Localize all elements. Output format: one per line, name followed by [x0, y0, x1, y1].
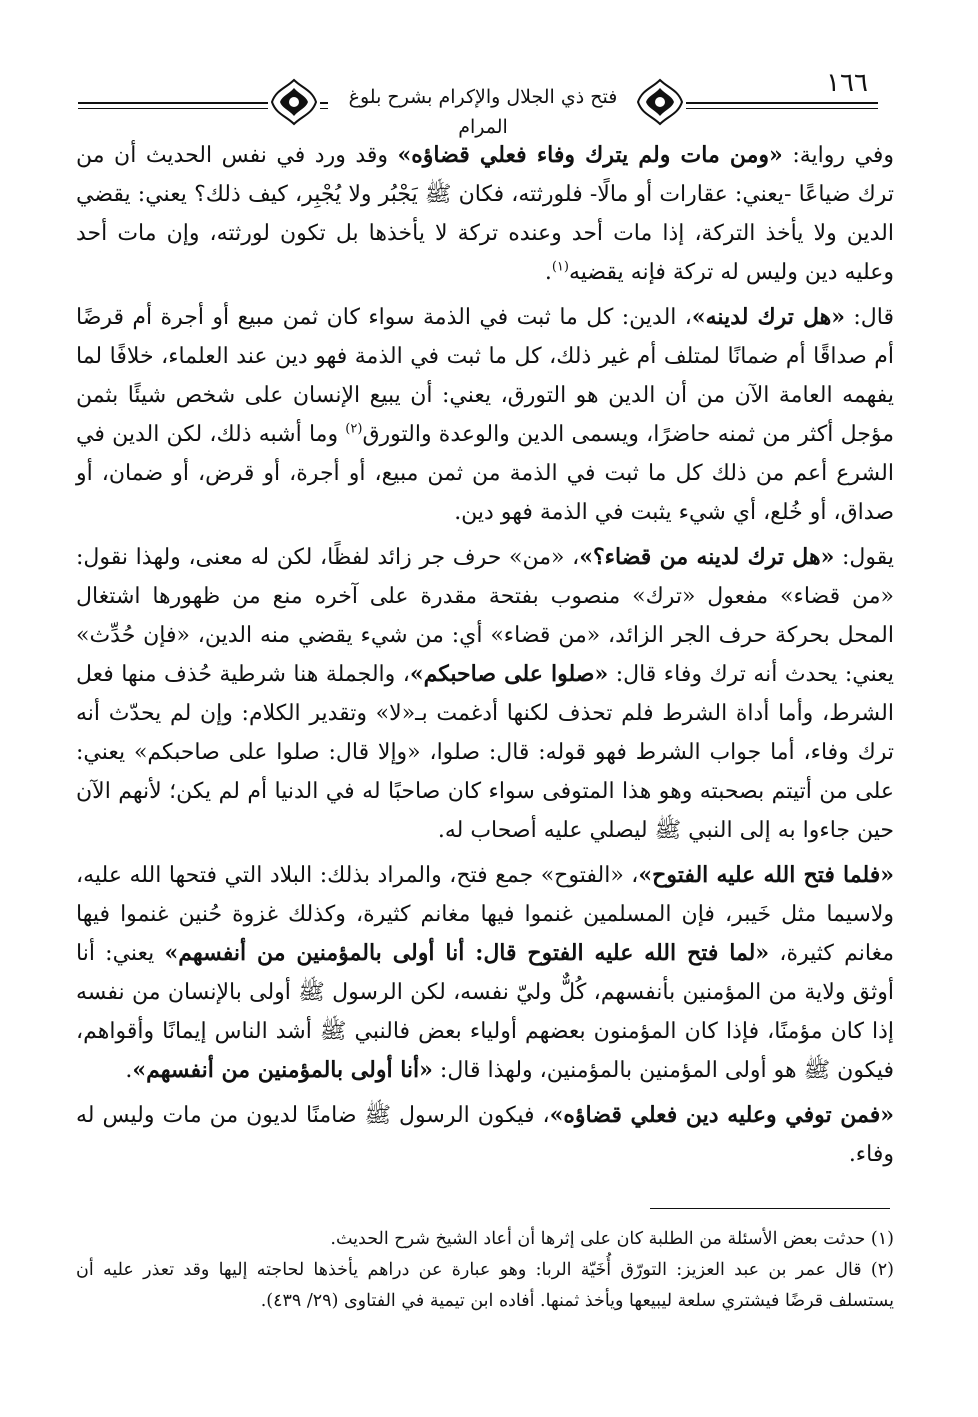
text-run: ، والجملة هنا شرطية حُذف منها فعل الشرط، وأما أداة الشرط فلم تحذف لكنها أدغمت بـ«لا» وتقدير الكلام: وإن لم يحدّث أنه ترك وفاء، أما جواب الشرط فهو قوله: قال: صلوا، «وإلا قال: صلوا على صاحبكم» يعني: على من أتيتم بصحبته وهو هذا المتوفى سواء كان صاحبًا له في الدنيا أم لم يكن؛ لأنهم الآن حين جاءوا به إلى النبي ﷺ ليصلي عليه أصحاب له.: [76, 662, 894, 843]
page-number: ١٦٦: [822, 68, 872, 98]
hadith-quote: «فلما فتح الله عليه الفتوح»: [638, 862, 894, 888]
text-run: ، «الفتوح» جمع فتح، والمراد بذلك: البلاد التي فتحها الله عليه، ولاسيما مثل خَيبر، فإن المسلمين غنموا فيها مغانم كثيرة، وكذلك غزوة حُنين غنموا فيها مغانم كثيرة،: [76, 863, 894, 966]
ornament-right-icon: [634, 76, 686, 128]
footnote-separator: [650, 1208, 890, 1209]
text-run: .: [125, 1058, 133, 1083]
footnote: (١) حدثت بعض الأسئلة من الطلبة كان على إثرها أن أعاد الشيخ شرح الحديث.: [330, 1229, 894, 1249]
text-run: ، «من» حرف جر زائد لفظًا، لكن له معنى، ولهذا نقول: «من قضاء» مفعول «ترك» منصوب بفتحة مقدرة على آخره منع من ظهورها اشتغال المحل بحركة حرف الجر الزائد، «من قضاء» أي: من شيء يقضي منه الدين، «فإن حُدِّث» يعني: يحدث أنه ترك وفاء قال:: [76, 545, 895, 687]
main-text: [76, 136, 894, 1180]
text-run: ، الدين: كل ما ثبت في الذمة سواء كان ثمن مبيع أو أجرة أم قرضًا أم صداقًا أم ضمانًا لمتلف أم غير ذلك، كل ما ثبت في الذمة فهو دين عند العلماء، خلافًا لما يفهمه العامة الآن من أن الدين هو التورق، يعني: أن يبيع الإنسان على شخص شيئًا بثمن مؤجل أكثر من ثمنه حاضرًا، ويسمى الدين والوعدة والتورق: [76, 305, 894, 447]
ornament-left-icon: [268, 76, 320, 128]
hadith-quote: «هل ترك لدينه من قضاء؟»: [579, 544, 835, 570]
text-run: وقد ورد في نفس الحديث أن من ترك ضياعًا -يعني: عقارات أو مالًا- فلورثته، فكان ﷺ يَجْبُر ولا يُجْبِر، كيف ذلك؟ يعني: يقضي الدين ولا يأخذ التركة، إذا مات أحد وعنده تركة لا يأخذها بل تكون لورثته، وإن مات أحد وعليه دين وليس له تركة فإنه يقضيه: [76, 143, 894, 285]
text-run: ، فيكون الرسول ﷺ ضامنًا لديون من مات وليس له وفاء.: [76, 1103, 894, 1167]
footnote-marker: (٢): [345, 421, 363, 437]
paragraph: [76, 1096, 894, 1174]
paragraph: [76, 856, 894, 1090]
footnotes: [76, 1224, 894, 1317]
text-run: يقول:: [834, 545, 894, 570]
paragraph: [76, 136, 894, 292]
hadith-quote: «فمن توفي وعليه دين فعلي قضاؤه»: [549, 1102, 895, 1128]
text-run: وما أشبه ذلك، لكن الدين في الشرع أعم من ذلك كل ما ثبت في الذمة من ثمن مبيع، أو أجرة، أو قرض، أو ضمان، أو صداق، أو خُلع، أي شيء يثبت في الذمة فهو دين.: [76, 422, 894, 525]
hadith-quote: «ومن مات ولم يترك وفاء فعلي قضاؤه»: [397, 142, 783, 168]
page-header: [78, 68, 878, 138]
hadith-quote: «هل ترك لدينه»: [691, 304, 845, 330]
hadith-quote: «صلوا على صاحبكم»: [409, 661, 609, 687]
text-run: يعني: أنا أوثق ولاية من المؤمنين بأنفسهم، كُلٌّ وليّ نفسه، لكن الرسول ﷺ أولى بالإنسان من نفسه إذا كان مؤمنًا، فإذا كان المؤمنون بعضهم أولياء بعض فالنبي ﷺ أشد الناس إيمانًا وأقواهم، فيكون ﷺ هو أولى المؤمنين بالمؤمنين، ولهذا قال:: [76, 941, 894, 1083]
paragraph: [76, 298, 894, 532]
text-run: قال:: [844, 305, 894, 330]
footnote: (٢) قال عمر بن عبد العزيز: التورّق أُخَيّة الربا: وهو عبارة عن دراهم يأخذها لحاجته إليها وقد تعذر عليه أن يستسلف قرضًا فيشتري سلعة ليبيعها ويأخذ ثمنها. أفاده ابن تيمية في الفتاوى (٢٩/ ٤٣٩).: [76, 1260, 894, 1311]
hadith-quote: «أنا أولى بالمؤمنين من أنفسهم»: [132, 1057, 433, 1083]
text-run: .: [544, 260, 552, 285]
text-run: وفي رواية:: [782, 143, 894, 168]
running-title: فتح ذي الجلال والإكرام بشرح بلوغ المرام: [328, 82, 638, 142]
footnote-marker: (١): [551, 259, 569, 275]
hadith-quote: «لما فتح الله عليه الفتوح قال: أنا أولى بالمؤمنين من أنفسهم»: [164, 940, 770, 966]
paragraph: [76, 538, 894, 850]
